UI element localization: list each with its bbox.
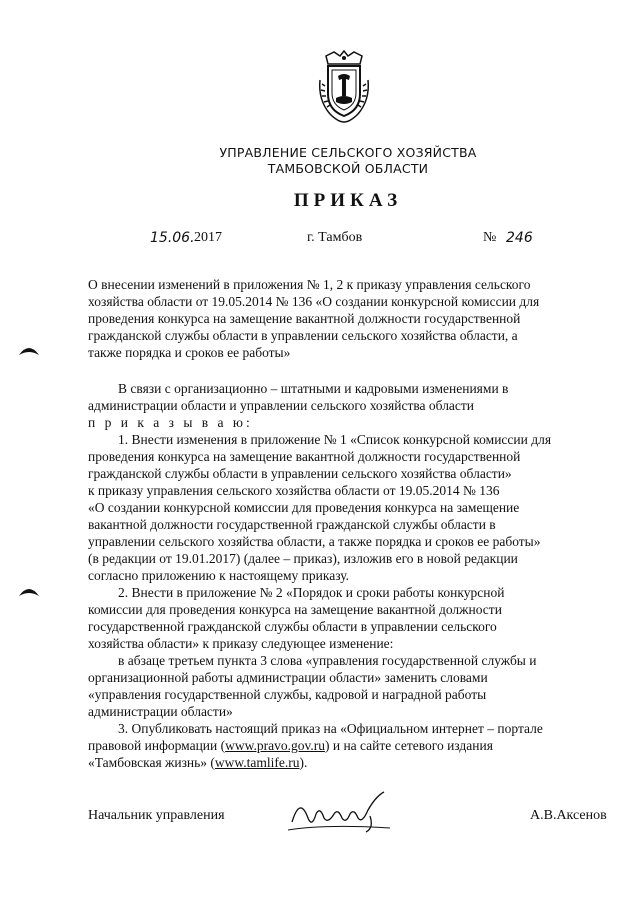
order-body: В связи с организационно – штатными и кадровыми изменениями в администрации области и управлении сельского хозяйства области п р и к а з ы в а ю: 1. Внести изменения в приложение № 1 «Список конкурсной комиссии для проведения конкурса на замещение вакантной должности государственной гражданской службы области в управлении сельского хозяйства области» к приказу управления сельского хозяйства области от 19.05.2014 № 136 «О создании конкурсной комиссии для проведения конкурса на замещение вакантной должности государственной гражданской службы области в управлении сельского хозяйства области, а также порядка и сроков ее работы» (в редакции от 19.01.2017) (далее – приказ), изложив его в новой редакции согласно приложению к настоящему приказу. 2. Внести в приложение № 2 «Порядок и сроки работы конкурсной комиссии для проведения конкурса на замещение вакантной должности государственной гражданской службы области в управлении сельского хозяйства области» к приказу следующее изменение: в абзаце третьем пункта 3 слова «управления государственной службы и организационной работы администрации области» заменить словами «управления государственной службы, кадровой и наградной работы администрации области» 3. Опубликовать настоящий приказ на «Официальном интернет – портале правовой информации (www.pravo.gov.ru) и на сайте сетевого издания «Тамбовская жизнь» (www.tamlife.ru). bbox=[88, 380, 609, 771]
organization-name-line1: УПРАВЛЕНИЕ СЕЛЬСКОГО ХОЗЯЙСТВА bbox=[219, 145, 477, 160]
order-city: г. Тамбов bbox=[307, 230, 363, 245]
order-date-handwritten: 15.06. bbox=[150, 230, 195, 246]
order-number-label: № bbox=[483, 230, 497, 245]
organization-name-line2: ТАМБОВСКОЙ ОБЛАСТИ bbox=[267, 161, 429, 176]
order-subject: О внесении изменений в приложения № 1, 2 к приказу управления сельского хозяйства области от 19.05.2014 № 136 «О создании конкурсной комиссии для проведения конкурса на замещение вакантной должности государственной гражданской службы области в управлении сельского хозяйства области, а также порядка и сроков ее работы» bbox=[88, 277, 540, 360]
margin-punch-mark bbox=[18, 344, 40, 356]
order-year: 2017 bbox=[194, 230, 222, 245]
document-title: ПРИКАЗ bbox=[293, 190, 403, 211]
signatory-position: Начальник управления bbox=[88, 808, 225, 823]
coat-of-arms-emblem bbox=[316, 50, 372, 124]
order-number-handwritten: 246 bbox=[506, 230, 533, 246]
tamlife-link[interactable]: www.tamlife.ru bbox=[214, 755, 300, 770]
handwritten-signature bbox=[286, 788, 396, 836]
signatory-name: А.В.Аксенов bbox=[530, 808, 607, 823]
pravo-link[interactable]: www.pravo.gov.ru bbox=[225, 738, 325, 753]
order-keyword: п р и к а з ы в а ю: bbox=[88, 415, 253, 430]
margin-punch-mark bbox=[18, 585, 40, 597]
